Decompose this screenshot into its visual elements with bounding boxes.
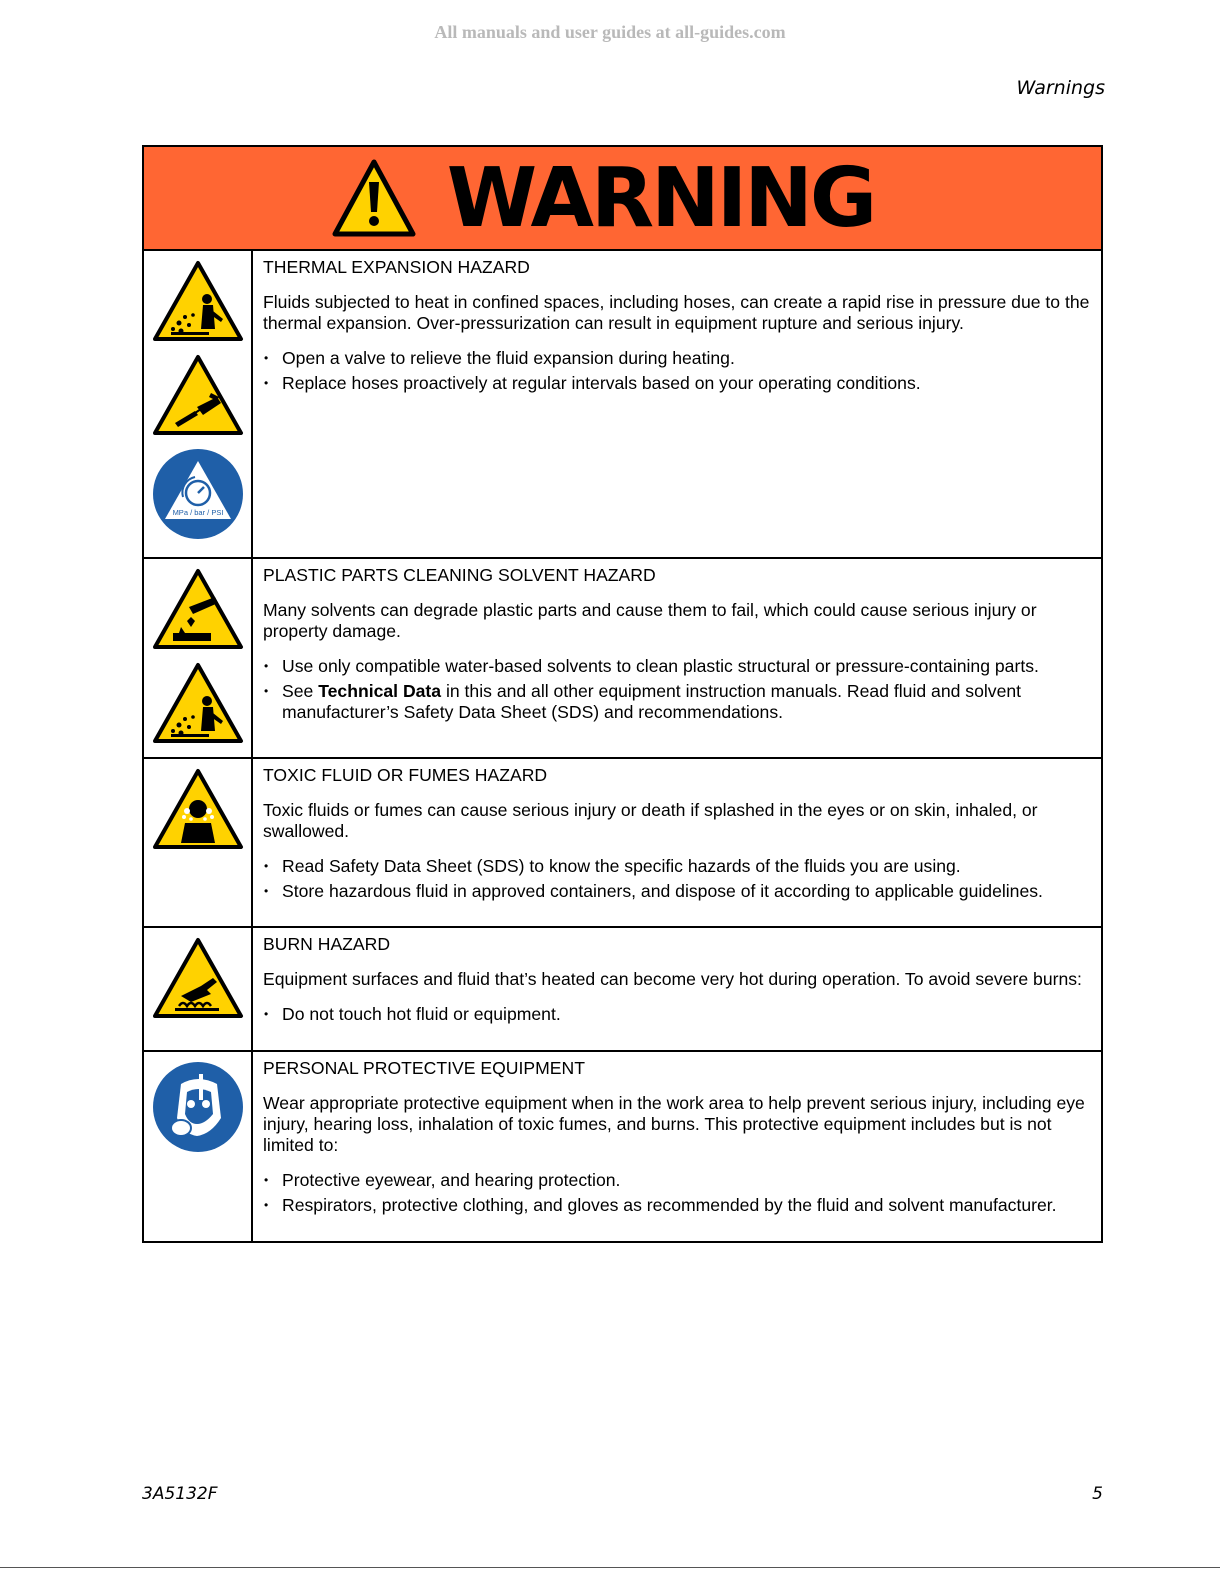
hazard-icons [144,759,253,926]
hazard-icons [144,928,253,1050]
injection-hazard-icon [151,353,245,437]
watermark-text: All manuals and user guides at all-guides.com [434,22,786,42]
bullet-item: • Respirators, protective clothing, and gloves as recommended by the fluid and solvent manufacturer. [263,1195,1093,1216]
pressure-relief-icon [151,447,245,541]
hazard-title: PERSONAL PROTECTIVE EQUIPMENT [263,1058,585,1078]
bullet-text: See [282,681,319,701]
hazard-title: TOXIC FLUID OR FUMES HAZARD [263,765,548,785]
bullet-text: in this and all other equipment instruction manuals. Read fluid and solvent manufacturer’s Safety Data Sheet (SDS) and recommendations. [282,681,1022,722]
splash-hazard-icon [151,661,245,745]
hazard-title: THERMAL EXPANSION HAZARD [263,257,530,277]
hazard-title: BURN HAZARD [263,934,391,954]
corrosive-hazard-icon [151,567,245,651]
section-title: Warnings [1016,77,1105,99]
hazard-bullets [263,1004,1093,1025]
warning-table [142,145,1103,1243]
bottom-divider [0,1567,1220,1568]
hazard-row-ppe [144,1052,1101,1241]
splash-hazard-icon [151,259,245,343]
hazard-title: PLASTIC PARTS CLEANING SOLVENT HAZARD [263,565,656,585]
hazard-row-thermal-expansion [144,251,1101,559]
hazard-row-toxic-fumes [144,759,1101,928]
bullet-item [263,681,1093,723]
document-number: 3A5132F [142,1484,218,1504]
hazard-description: Fluids subjected to heat in confined spaces, including hoses, can create a rapid rise in pressure due to the thermal expansion. Over-pressurization can result in equipment rupture and serious injury. [263,292,1090,333]
pressure-units-label: MPa / bar / PSI [172,508,223,517]
burn-hazard-icon [151,936,245,1020]
hazard-text [253,759,1101,926]
hazard-icons [144,251,253,557]
hazard-text [253,1052,1101,1241]
technical-data-reference: Technical Data [318,681,442,701]
bullet-item: • Use only compatible water-based solvents to clean plastic structural or pressure-containing parts. [263,656,1093,677]
bullet-item: • Store hazardous fluid in approved containers, and dispose of it according to applicable guidelines. [263,881,1093,902]
hazard-text [253,251,1101,557]
hazard-row-burn [144,928,1101,1052]
warning-word: WARNING [446,151,875,246]
page-number: 5 [1092,1484,1103,1504]
hazard-bullets [263,348,1093,394]
hazard-row-plastic-solvent [144,559,1101,759]
hazard-bullets [263,856,1093,902]
warning-triangle-icon [331,158,417,238]
hazard-text [253,928,1101,1050]
bullet-item: • Protective eyewear, and hearing protection. [263,1170,1093,1191]
hazard-bullets [263,1170,1093,1216]
hazard-description: Toxic fluids or fumes can cause serious injury or death if splashed in the eyes or on skin, inhaled, or swallowed. [263,800,1038,841]
toxic-fumes-hazard-icon [151,767,245,851]
bullet-item: • Read Safety Data Sheet (SDS) to know the specific hazards of the fluids you are using. [263,856,1093,877]
protective-equipment-icon [151,1060,245,1154]
hazard-icons [144,559,253,757]
bullet-item: • Do not touch hot fluid or equipment. [263,1004,1093,1025]
warning-banner [144,147,1101,251]
hazard-description: Wear appropriate protective equipment when in the work area to help prevent serious injury, including eye injury, hearing loss, inhalation of toxic fumes, and burns. This protective equipment includes but is not limited to: [263,1093,1085,1155]
bullet-item: • Replace hoses proactively at regular intervals based on your operating conditions. [263,373,1093,394]
hazard-bullets [263,656,1093,723]
bullet-item: • Open a valve to relieve the fluid expansion during heating. [263,348,1093,369]
hazard-icons [144,1052,253,1241]
hazard-description: Many solvents can degrade plastic parts and cause them to fail, which could cause serious injury or property damage. [263,600,1037,641]
hazard-description: Equipment surfaces and fluid that’s heated can become very hot during operation. To avoid severe burns: [263,969,1082,989]
hazard-text [253,559,1101,757]
